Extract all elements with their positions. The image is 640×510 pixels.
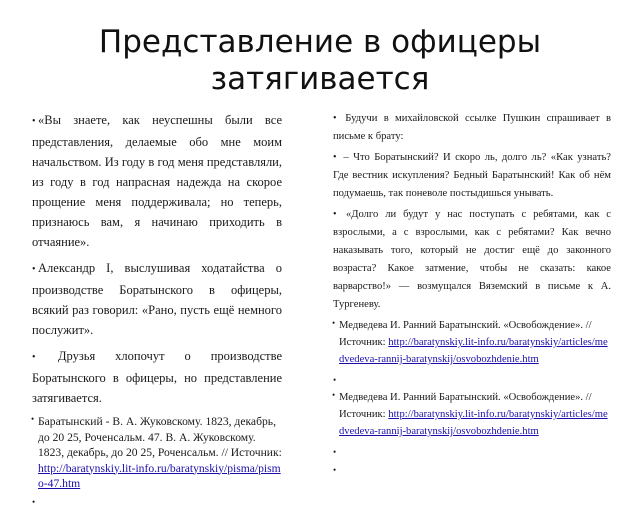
bullet-icon: • [332,318,336,328]
quote-paragraph: • «Долго ли будут у нас поступать с ребятами, как с взрослыми, а с взрослыми, как с ребятами? Как вечно наказывать того, который не достиг ещё до законного возраста? Какое затмение, чтобы не сказать: какое варварство!» — возмущался Вяземский в письме к А. Тургеневу. [333,206,611,314]
quote-paragraph: • Друзья хлопочут о производстве Боратынского в офицеры, но представление затягивается. [32,349,282,405]
bullet-icon: • [333,113,337,124]
quote-paragraph: • «Вы знаете, как неуспешны были все представления, делаемые обо мне моим начальством. Из году в год меня представляли, из году в год напрасная надежда на скорое прощение меня поддерживала; но теперь, признаюсь вам, я начинаю приходить в отчаяние». [32,113,282,249]
bullet-icon: • [32,352,36,363]
source-link[interactable]: http://baratynskiy.lit-info.ru/baratynskiy/articles/medvedeva-rannij-baratynskij/osvobozhdenie.htm [339,337,608,365]
quote-paragraph: • – Что Боратынский? И скоро ль, долго ль? «Как узнать? Где вестник искупления? Бедный Баратынский! Как об нём подумаешь, так поневоле постыдишься унывать. [333,149,611,203]
source-reference: • Медведева И. Ранний Баратынский. «Освобождение». // Источник: http://baratynskiy.lit-info.ru/baratynskiy/articles/medvedeva-rannij-baratynskij/osvobozhdenie.htm [333,317,611,368]
source-reference: • Баратынский - В. А. Жуковскому. 1823, декабрь, до 20 25, Роченсальм. 47. В. А. Жуковскому. 1823, декабрь, до 20 25, Роченсальм. // Источник: http://baratynskiy.lit-info.ru/baratynskiy/pisma/pismo-47.htm [31,414,282,490]
quote-paragraph: • Будучи в михайловской ссылке Пушкин спрашивает в письме к брату: [333,110,611,146]
bullet-icon: • [333,152,337,163]
empty-bullet: • [32,496,36,507]
slide-title: Представление в офицеры затягивается [98,24,542,97]
source-link[interactable]: http://baratynskiy.lit-info.ru/baratynskiy/articles/medvedeva-rannij-baratynskij/osvobozhdenie.htm [339,409,608,437]
bullet-icon: • [32,116,36,127]
bullet-icon: • [333,209,337,220]
bullet-icon: • [332,390,336,400]
empty-bullet: • [333,447,337,457]
left-column [32,110,282,510]
bullet-icon: • [31,414,35,424]
empty-bullet: • [333,375,337,385]
bullet-icon: • [32,264,36,275]
source-reference: • Медведева И. Ранний Баратынский. «Освобождение». // Источник: http://baratynskiy.lit-info.ru/baratynskiy/articles/medvedeva-rannij-baratynskij/osvobozhdenie.htm [333,389,611,440]
right-column [333,110,611,479]
quote-paragraph: • Александр I, выслушивая ходатайства о производстве Боратынского в офицеры, всякий раз говорил: «Рано, пусть ещё немного послужит». [32,261,282,337]
source-link[interactable]: http://baratynskiy.lit-info.ru/baratynskiy/pisma/pismo-47.htm [38,461,281,490]
empty-bullet: • [333,465,337,475]
